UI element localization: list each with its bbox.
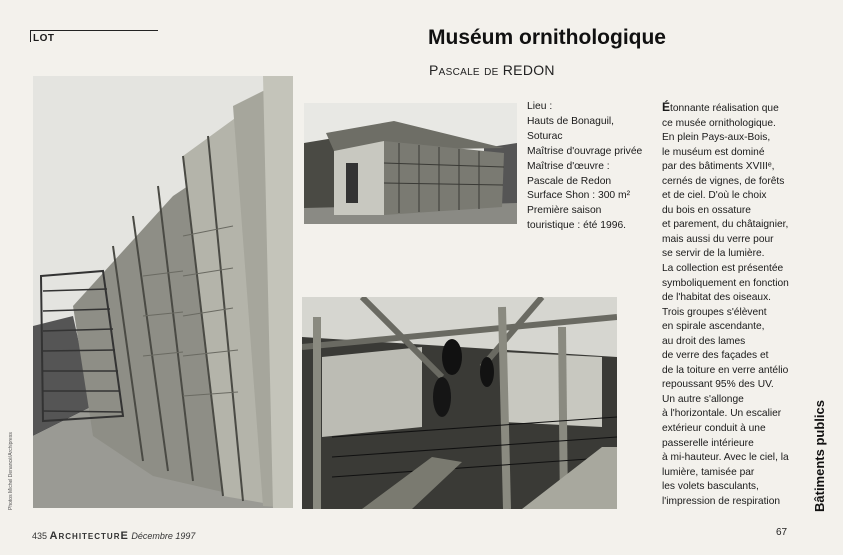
text-line: les volets basculants, <box>662 481 759 493</box>
issue-number: 435 <box>32 531 48 541</box>
text-line: du bois en ossature <box>662 204 751 216</box>
fact-line: Surface Shon : 300 m² <box>527 190 631 202</box>
page-title: Muséum ornithologique <box>428 26 666 49</box>
page-number: 67 <box>776 527 788 538</box>
text-line: Trois groupes s'élèvent <box>662 306 767 318</box>
text-line: Un autre s'allonge <box>662 393 744 405</box>
fact-line: Lieu : <box>527 101 553 112</box>
text-line: En plein Pays-aux-Bois, <box>662 132 771 144</box>
fact-line: Maîtrise d'ouvrage privée <box>527 145 643 157</box>
author-name: Pascale de REDON <box>429 62 555 78</box>
photo-exterior <box>304 103 517 224</box>
fact-line: Première saison <box>527 205 602 217</box>
section-label: LOT <box>33 33 55 44</box>
text-line: repoussant 95% des UV. <box>662 379 774 391</box>
project-facts <box>527 100 652 234</box>
fact-line: Pascale de Redon <box>527 175 612 187</box>
text-line: de verre des façades et <box>662 350 769 362</box>
text-line: par des bâtiments XVIIIᵉ, <box>662 161 775 173</box>
text-line: le muséum est dominé <box>662 146 765 158</box>
issue-date: Décembre 1997 <box>131 531 196 541</box>
text-line: de la toiture en verre antélio <box>662 364 789 376</box>
text-line: symboliquement en fonction <box>662 277 789 289</box>
side-section-label: Bâtiments publics <box>812 400 827 512</box>
text-line: et de ciel. D'où le choix <box>662 190 767 202</box>
text-line: et parement, du châtaignier, <box>662 219 789 231</box>
dropcap: É <box>662 100 671 114</box>
text-line: Étonnante réalisation que <box>662 100 779 114</box>
magazine-name: ArchitecturE <box>49 530 129 542</box>
text-line: au droit des lames <box>662 335 746 347</box>
fact-line: Hauts de Bonaguil, <box>527 115 615 127</box>
header-rule <box>30 30 158 31</box>
text-line: de l'habitat des oiseaux. <box>662 292 771 304</box>
photo-credit: Photos Michel Denancé/Archipress <box>8 432 14 510</box>
text-line: cernés de vignes, de forêts <box>662 175 785 187</box>
text-line: ce musée ornithologique. <box>662 117 776 129</box>
text-line: mais aussi du verre pour <box>662 233 774 245</box>
photo-facade <box>33 76 293 508</box>
text-line: à mi-hauteur. Avec le ciel, la <box>662 452 789 464</box>
text-line: extérieur conduit à une <box>662 423 766 435</box>
text-line: lumière, tamisée par <box>662 466 755 478</box>
text-line: passerelle intérieure <box>662 437 754 449</box>
fact-line: Soturac <box>527 130 563 142</box>
text-line: à l'horizontale. Un escalier <box>662 408 782 420</box>
text-line: en spirale ascendante, <box>662 321 765 333</box>
text-line: La collection est présentée <box>662 263 784 275</box>
text-line: se servir de la lumière. <box>662 248 765 260</box>
footer-folio <box>32 530 195 542</box>
article-body <box>662 100 802 509</box>
text-line: l'impression de respiration <box>662 495 781 507</box>
header-rule-tick <box>30 30 31 42</box>
photo-interior <box>302 297 617 509</box>
fact-line: touristique : été 1996. <box>527 220 627 232</box>
fact-line: Maîtrise d'œuvre : <box>527 160 610 172</box>
